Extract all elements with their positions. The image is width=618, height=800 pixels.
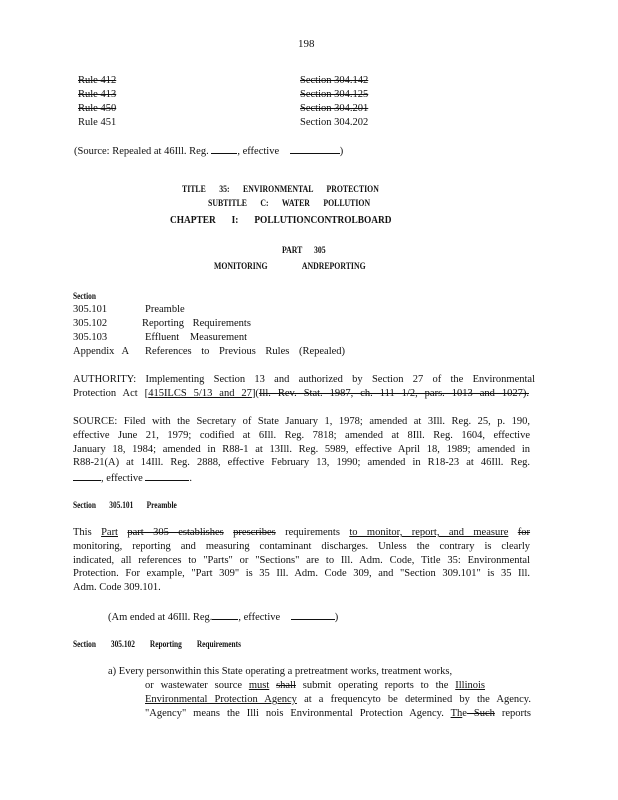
toc-item-title: References to Previous Rules (Repealed) — [145, 346, 346, 357]
rule-section-cell — [300, 116, 368, 130]
amended-pre: (Am ended at 46Ill. Reg. — [108, 612, 213, 623]
section-101-line: indicated, all references to "Parts" or "Sections" are to Ill. Adm. Code, Title 35: Environmental — [73, 554, 530, 566]
rule-row — [78, 102, 116, 116]
toc-item-num: 305.103 — [73, 332, 108, 343]
blank-line — [290, 143, 340, 154]
authority-paragraph — [73, 373, 535, 401]
toc-item-num: 305.102 — [73, 318, 108, 329]
section-102-a-line-3 — [145, 693, 531, 707]
section-101-amended-note — [108, 609, 338, 625]
source-line: SOURCE: Filed with the Secretary of State January 1, 1978; amended at 3Ill. Reg. 25, p. 190, — [73, 416, 530, 427]
section-101-heading: Section 305.101 Preamble — [73, 500, 177, 510]
rule-name: Rule 413 — [78, 89, 117, 100]
authority-repealed-cite: Ill. Rev. Stat. 1987, ch. 111 1/2, pars. 1013 and 1027). — [258, 387, 529, 399]
text-run — [118, 527, 127, 538]
rule-section: Section 304.202 — [300, 117, 369, 128]
title-heading: TITLE 35: ENVIRONMENTAL PROTECTION — [182, 185, 379, 195]
source-last-line: , effective . — [73, 470, 530, 486]
text-run: requirements — [275, 527, 350, 538]
rule-row — [78, 116, 116, 130]
rule-name: Rule 450 — [78, 103, 117, 114]
toc-label: Section — [73, 291, 96, 301]
rule-section: Section 304.201 — [300, 103, 369, 114]
rule-section-cell — [300, 102, 368, 116]
text-run: "Agency" means the Illi nois Environmental Protection Agency. — [145, 708, 451, 719]
source-repealed-post: ) — [339, 146, 344, 157]
blank-line — [73, 470, 101, 481]
rule-section: Section 304.142 — [300, 75, 369, 86]
source-repealed-note — [74, 143, 343, 159]
chapter-heading: CHAPTER I: POLLUTIONCONTROLBOARD — [170, 214, 392, 226]
subtitle-heading: SUBTITLE C: WATER POLLUTION — [208, 199, 371, 209]
text-run: or wastewater source — [145, 680, 249, 691]
source-paragraph — [73, 415, 530, 486]
inserted-text: to monitor, report, and measure — [349, 527, 509, 538]
part-heading: PART 305 — [282, 246, 326, 256]
text-run — [224, 527, 233, 538]
toc-item-num: Appendix A — [73, 346, 130, 357]
amended-mid: , effective — [238, 612, 281, 623]
page-number: 198 — [298, 38, 315, 50]
authority-bracket: ]( — [251, 387, 259, 399]
deleted-text: shall — [276, 680, 296, 691]
rule-row — [78, 74, 116, 88]
toc-item-title: Preamble — [145, 304, 185, 315]
inserted-text: must — [248, 680, 270, 691]
inserted-text: Part — [101, 527, 118, 538]
blank-line — [211, 143, 237, 154]
blank-line — [291, 609, 335, 620]
rule-row — [78, 88, 116, 102]
rule-section: Section 304.125 — [300, 89, 369, 100]
inserted-text: Environmental Protection Agency — [145, 694, 297, 705]
section-102-a-line-4 — [145, 707, 531, 721]
toc-item-title: Reporting Requirements — [142, 318, 251, 329]
toc-item-num: 305.101 — [73, 304, 108, 315]
source-repealed-mid: , effective — [237, 146, 280, 157]
text-run: at a frequencyto be determined by the Agency. — [296, 694, 531, 705]
source-last-effective: , effective — [101, 473, 143, 485]
section-101-line-1 — [73, 526, 530, 540]
part-name-heading: MONITORING ANDREPORTING — [214, 262, 366, 272]
section-102-heading: Section 305.102 Reporting Requirements — [73, 639, 241, 649]
section-101-line: Protection. For example, "Part 309" is 35 Ill. Adm. Code 309, and "Section 309.101" is 35 Ill. — [73, 568, 530, 580]
authority-act: Protection Act [ — [73, 387, 149, 399]
deleted-text: for — [517, 527, 531, 538]
authority-line-1: AUTHORITY: Implementing Section 13 and authorized by Section 27 of the Environmental — [73, 374, 535, 385]
text-run: submit operating reports to the — [295, 680, 456, 691]
toc-item-title: Effluent Measurement — [145, 332, 247, 343]
rule-name: Rule 451 — [78, 117, 117, 128]
text-run: e — [462, 708, 467, 719]
rule-name: Rule 412 — [78, 75, 117, 86]
text-run: This — [73, 527, 102, 538]
section-102-a-line-1: a) Every personwithin this State operating a pretreatment works, treatment works, — [108, 666, 453, 677]
deleted-text: part 305 establishes — [127, 527, 224, 538]
inserted-text: Th — [450, 708, 463, 719]
source-line: R88-21(A) at 14Ill. Reg. 2888, effective February 13, 1990; amended in R18-23 at 46Ill. Reg. — [73, 457, 530, 469]
text-run — [508, 527, 517, 538]
rule-section-cell — [300, 74, 368, 88]
authority-ilcs: 415ILCS 5/13 and 27 — [148, 387, 252, 399]
blank-line — [145, 470, 189, 481]
section-102-a-line-2 — [145, 679, 485, 693]
deleted-text: Such — [466, 708, 495, 719]
source-repealed-pre: (Source: Repealed at 46Ill. Reg. — [74, 146, 209, 157]
amended-post: ) — [334, 612, 339, 623]
rule-section-cell — [300, 88, 368, 102]
section-101-paragraph — [73, 526, 530, 595]
section-101-line: Adm. Code 309.101. — [73, 582, 161, 594]
section-101-line: monitoring, reporting and measuring contaminant discharges. Unless the contrary is clearly — [73, 540, 530, 552]
source-line: January 18, 1984; amended in R88-1 at 13Ill. Reg. 5989, effective April 18, 1989; amended in — [73, 443, 530, 455]
text-run: reports — [494, 708, 531, 719]
authority-line-2 — [73, 387, 529, 401]
deleted-text: prescribes — [233, 527, 276, 538]
source-line: effective June 21, 1979; codified at 6Ill. Reg. 7818; amended at 8Ill. Reg. 1604, effective — [73, 429, 530, 441]
inserted-text: Illinois — [455, 680, 486, 691]
blank-line — [212, 609, 238, 620]
